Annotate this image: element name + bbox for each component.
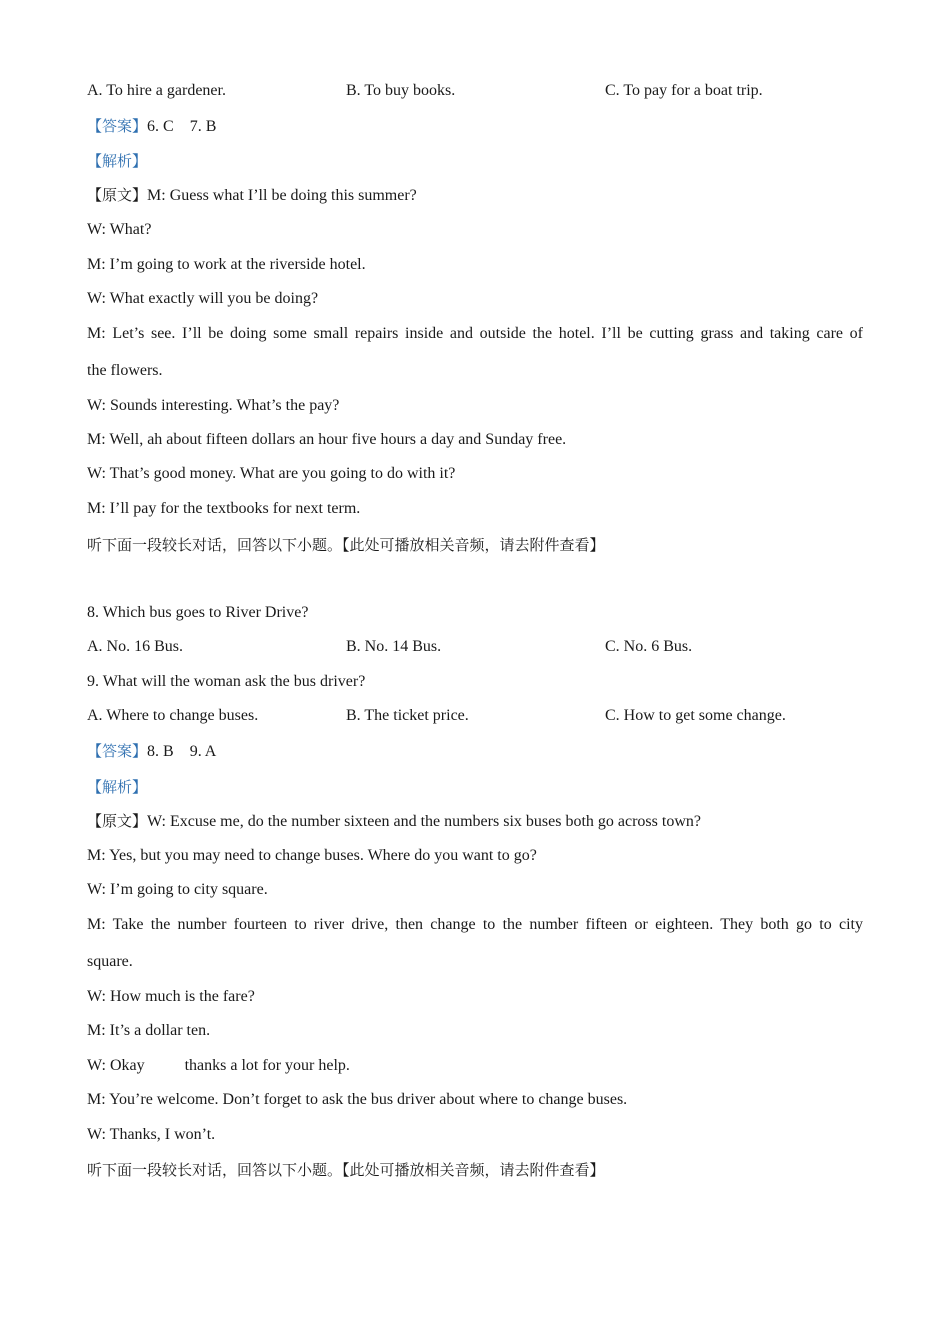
dialogue-line: M: You’re welcome. Don’t forget to ask the bus driver about where to change buses. <box>87 1091 628 1108</box>
option-a: A. No. 16 Bus. <box>87 638 184 655</box>
answer-line <box>87 740 216 763</box>
source-line <box>87 184 417 207</box>
dialogue-line: W: Sounds interesting. What’s the pay? <box>87 397 340 414</box>
dialogue-line-long: M: Let’s see. I’ll be doing some small repairs inside and outside the hotel. I’ll be cutting grass and taking care of <box>87 325 863 342</box>
dialogue-line: W: I’m going to city square. <box>87 881 268 898</box>
answer-text: 6. C 7. B <box>147 118 217 135</box>
dialogue-line: M: Yes, but you may need to change buses. Where do you want to go? <box>87 847 537 864</box>
dialogue-line: W: What exactly will you be doing? <box>87 290 319 307</box>
dialogue-line-continued: square. <box>87 953 133 970</box>
option-c: C. To pay for a boat trip. <box>605 82 763 99</box>
source-line <box>87 810 701 833</box>
dialogue-line-continued: the flowers. <box>87 362 163 379</box>
dialogue-line: M: Well, ah about fifteen dollars an hour five hours a day and Sunday free. <box>87 431 567 448</box>
option-b: B. No. 14 Bus. <box>346 638 442 655</box>
option-c: C. No. 6 Bus. <box>605 638 693 655</box>
answer-line <box>87 115 216 138</box>
dialogue-line: W: Thanks, I won’t. <box>87 1126 216 1143</box>
option-a: A. To hire a gardener. <box>87 82 226 99</box>
dialogue-line: M: It’s a dollar ten. <box>87 1022 211 1039</box>
option-b: B. The ticket price. <box>346 707 469 724</box>
analysis-tag: 【解析】 <box>87 152 148 170</box>
dialogue-line: W: How much is the fare? <box>87 988 255 1005</box>
option-c: C. How to get some change. <box>605 707 786 724</box>
option-a: A. Where to change buses. <box>87 707 259 724</box>
answer-text: 8. B 9. A <box>147 743 217 760</box>
question-8: 8. Which bus goes to River Drive? <box>87 604 309 621</box>
answer-tag: 【答案】 <box>87 742 148 760</box>
question-9: 9. What will the woman ask the bus driver? <box>87 673 366 690</box>
source-text: W: Excuse me, do the number sixteen and the numbers six buses both go across town? <box>147 813 701 830</box>
dialogue-line: W: That’s good money. What are you going to do with it? <box>87 465 456 482</box>
option-b: B. To buy books. <box>346 82 456 99</box>
analysis-tag: 【解析】 <box>87 778 148 796</box>
dialogue-line: M: I’ll pay for the textbooks for next term. <box>87 500 361 517</box>
instruction-line: 听下面一段较长对话，回答以下小题。【此处可播放相关音频，请去附件查看】 <box>87 1161 605 1179</box>
dialogue-line: W: What? <box>87 221 152 238</box>
instruction-line: 听下面一段较长对话，回答以下小题。【此处可播放相关音频，请去附件查看】 <box>87 536 605 554</box>
source-text: M: Guess what I’ll be doing this summer? <box>147 187 417 204</box>
answer-tag: 【答案】 <box>87 117 148 135</box>
source-tag: 【原文】 <box>87 812 148 830</box>
dialogue-line: W: Okay thanks a lot for your help. <box>87 1057 350 1074</box>
source-tag: 【原文】 <box>87 186 148 204</box>
dialogue-line-long: M: Take the number fourteen to river drive, then change to the number fifteen or eighteen. They both go to city <box>87 916 863 933</box>
dialogue-line: M: I’m going to work at the riverside hotel. <box>87 256 366 273</box>
